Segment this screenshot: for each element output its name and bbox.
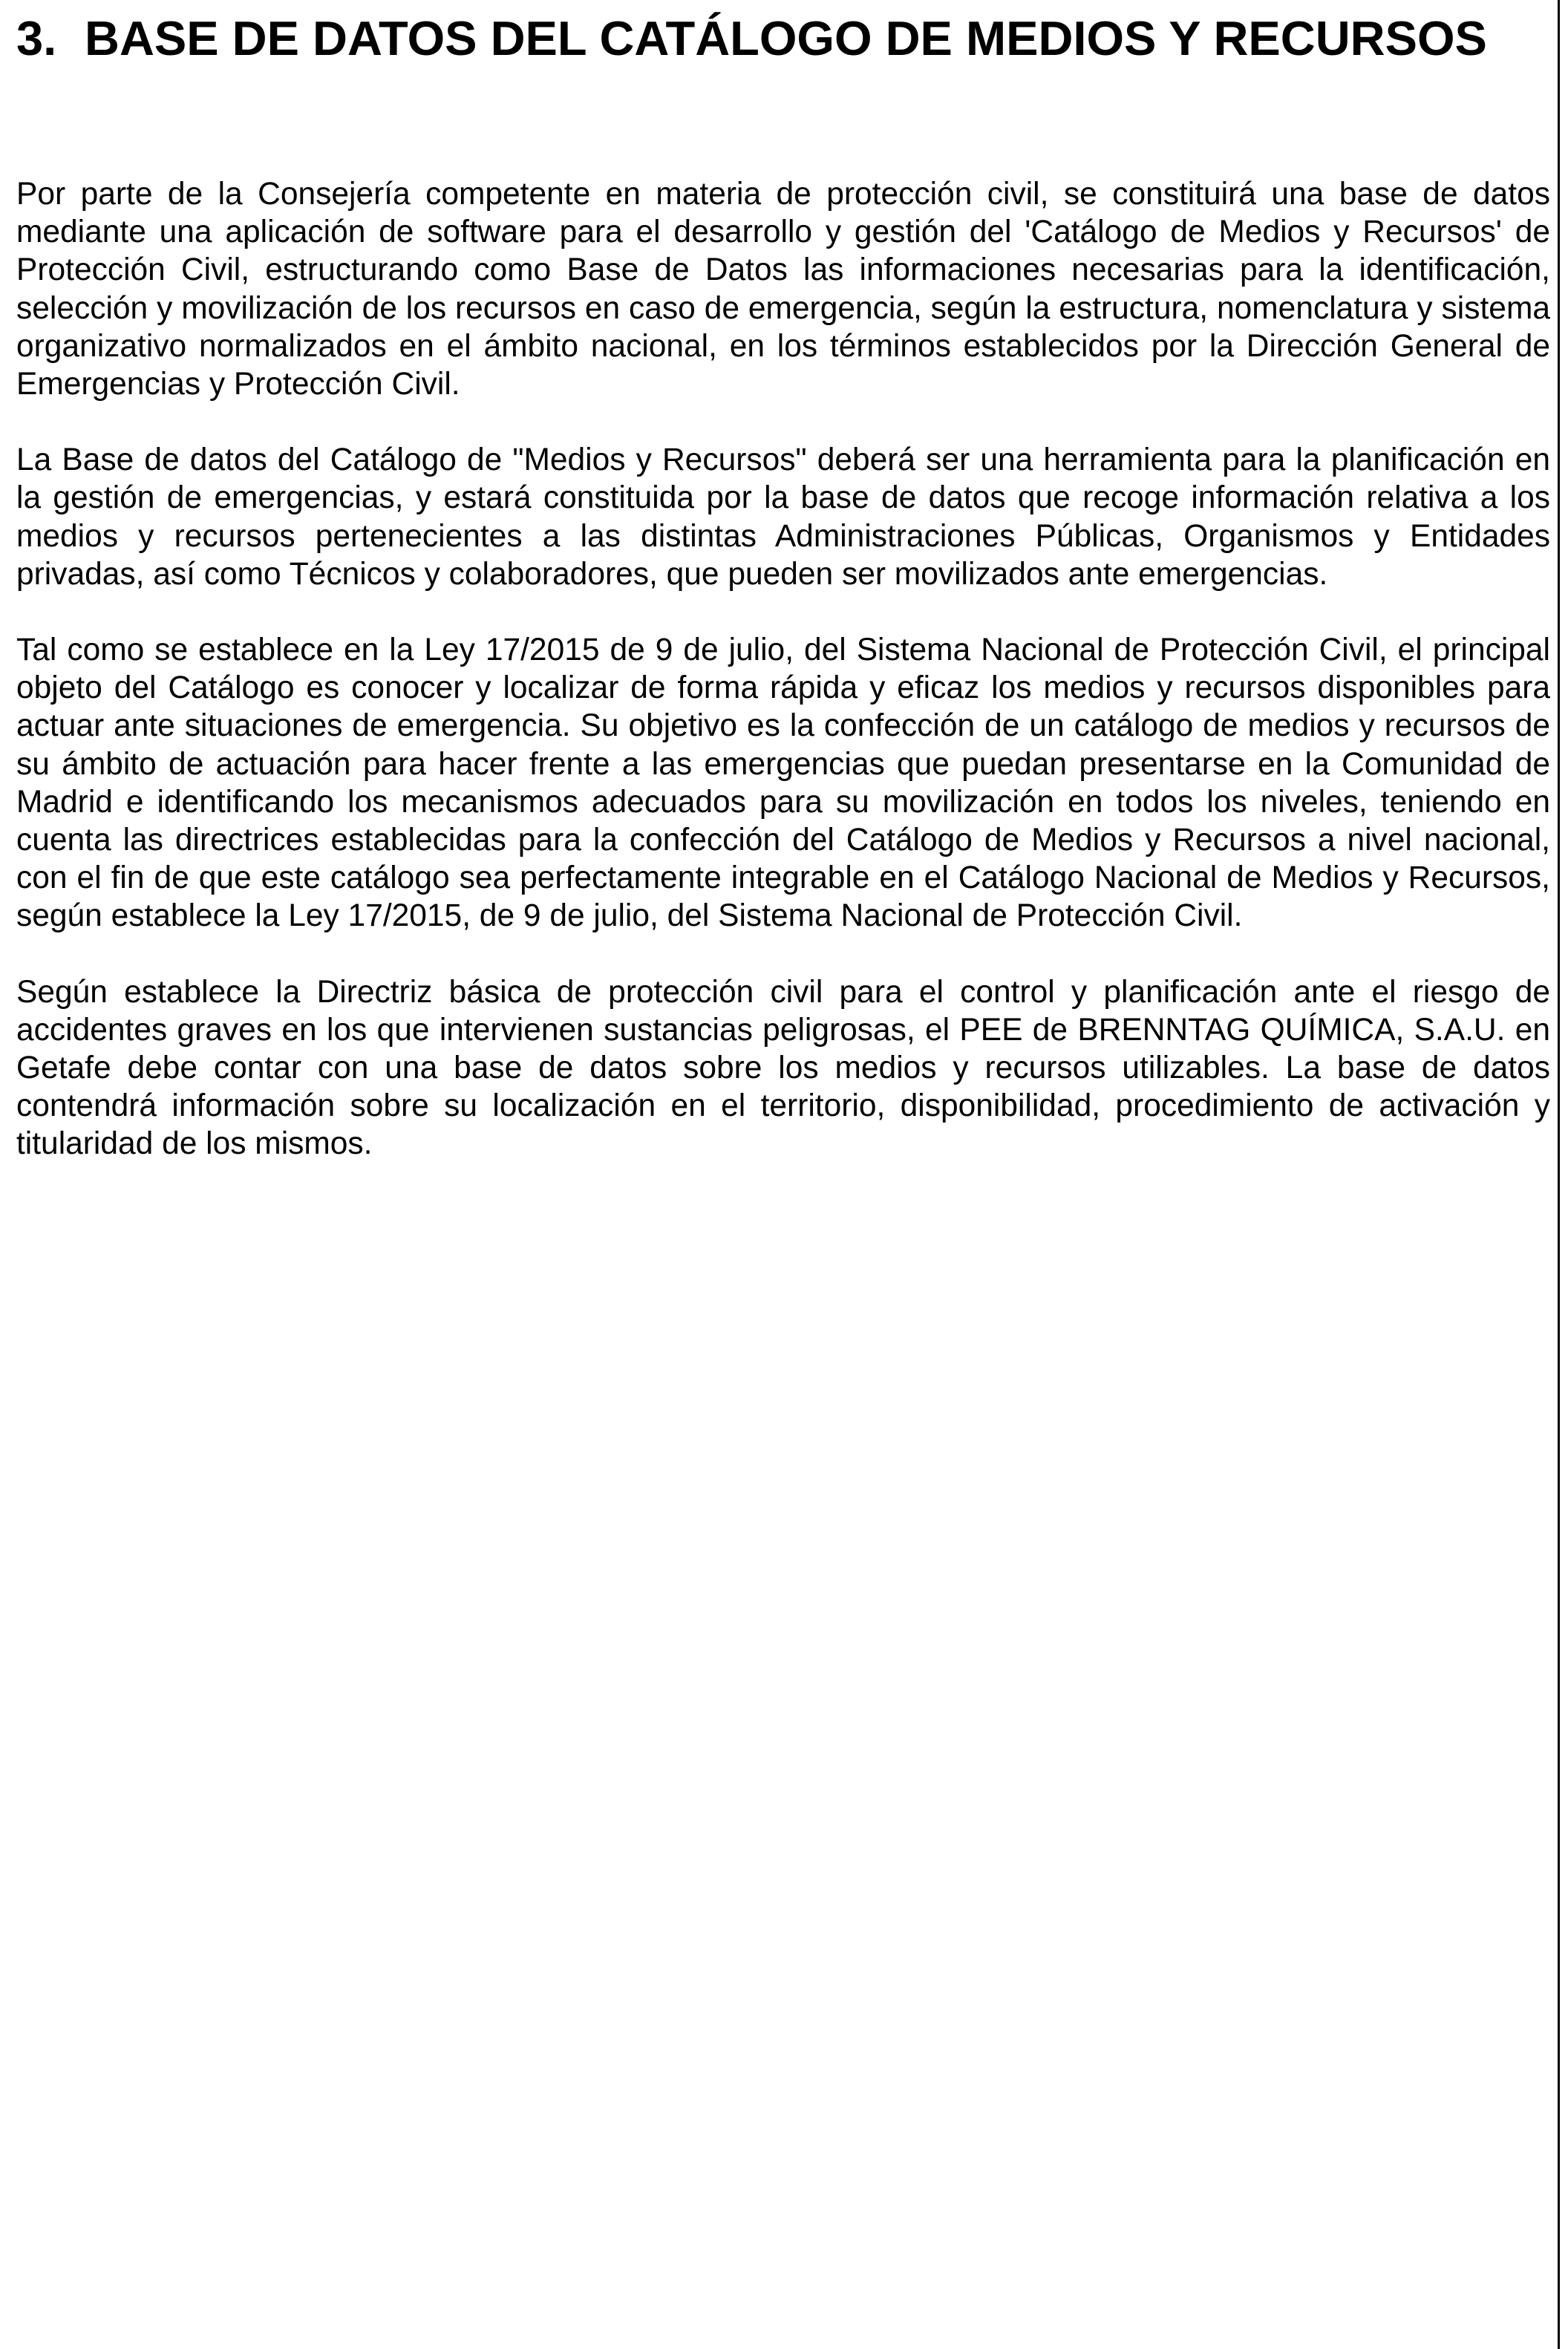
document-body (16, 175, 1550, 1201)
page-right-border (1558, 0, 1560, 2349)
section-heading (16, 10, 1531, 67)
paragraph-catalog-database: Por parte de la Consejería competente en materia de protección civil, se constituirá una base de datos mediante una aplicación de software para el desarrollo y gestión del 'Catálogo de Medios y Recursos' de Protección Civil, estructurando como Base de Datos las informaciones necesarias para la identificación, selección y movilización de los recursos en caso de emergencia, según la estructura, nomenclatura y sistema organizativo normalizados en el ámbito nacional, en los términos establecidos por la Dirección General de Emergencias y Protección Civil. (16, 177, 1550, 402)
paragraph-law-17-2015: Tal como se establece en la Ley 17/2015 de 9 de julio, del Sistema Nacional de Protección Civil, el principal objeto del Catálogo es conocer y localizar de forma rápida y eficaz los medios y recursos disponibles para actuar ante situaciones de emergencia. Su objetivo es la confección de un catálogo de medios y recursos de su ámbito de actuación para hacer frente a las emergencias que puedan presentarse en la Comunidad de Madrid e identificando los mecanismos adecuados para su movilización en todos los niveles, teniendo en cuenta las directrices establecidas para la confección del Catálogo de Medios y Recursos a nivel nacional, con el fin de que este catálogo sea perfectamente integrable en el Catálogo Nacional de Medios y Recursos, según establece la Ley 17/2015, de 9 de julio, del Sistema Nacional de Protección Civil. (16, 633, 1550, 934)
section-title: BASE DE DATOS DEL CATÁLOGO DE MEDIOS Y RECURSOS (85, 11, 1487, 65)
paragraph-database-tool: La Base de datos del Catálogo de "Medios y Recursos" deberá ser una herramienta para la planificación en la gestión de emergencias, y estará constituida por la base de datos que recoge información relativa a los medios y recursos pertenecientes a las distintas Administraciones Públicas, Organismos y Entidades privadas, así como Técnicos y colaboradores, que pueden ser movilizados ante emergencias. (16, 442, 1550, 592)
paragraph-basic-directive: Según establece la Directriz básica de protección civil para el control y planificación ante el riesgo de accidentes graves en los que intervienen sustancias peligrosas, el PEE de BRENNTAG QUÍMICA, S.A.U. en Getafe debe contar con una base de datos sobre los medios y recursos utilizables. La base de datos contendrá información sobre su localización en el territorio, disponibilidad, procedimiento de activación y titularidad de los mismos. (16, 974, 1550, 1162)
section-number: 3. (16, 11, 57, 65)
